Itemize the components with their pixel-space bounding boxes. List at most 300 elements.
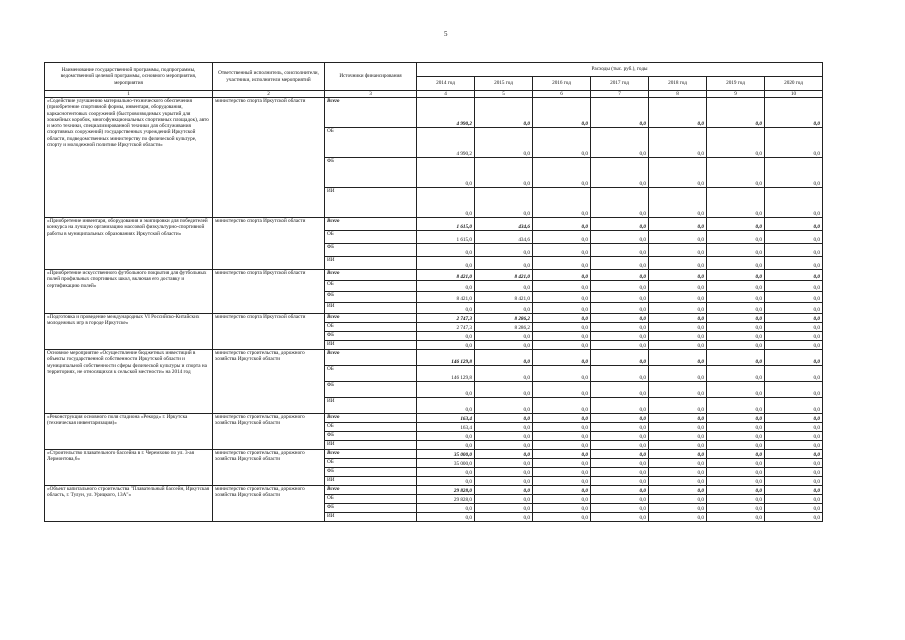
expense-value: 0,0 (591, 257, 649, 270)
expense-value: 0,0 (533, 341, 591, 350)
table-row (45, 486, 823, 495)
expense-value: 0,0 (475, 398, 533, 414)
expense-value: 0,0 (707, 382, 765, 398)
expense-value: 0,0 (475, 303, 533, 314)
expense-value: 0,0 (765, 423, 823, 432)
header-year: 2014 год (417, 77, 475, 91)
expense-value: 146 129,8 (417, 366, 475, 382)
expense-value: 0,0 (591, 303, 649, 314)
expense-value: 0,0 (707, 341, 765, 350)
expense-value: 0,0 (591, 218, 649, 231)
expense-value: 0,0 (591, 231, 649, 244)
funding-source: ФБ (325, 292, 417, 303)
expense-value: 0,0 (591, 477, 649, 486)
expense-value: 1 615,0 (417, 231, 475, 244)
table-row (45, 350, 823, 366)
expense-value: 0,0 (417, 441, 475, 450)
expense-value: 163,4 (417, 414, 475, 423)
expense-value: 0,0 (417, 432, 475, 441)
expense-value: 0,0 (765, 350, 823, 366)
expense-value: 0,0 (707, 332, 765, 341)
expense-value: 0,0 (765, 244, 823, 257)
expense-value: 0,0 (533, 98, 591, 128)
funding-source: ОБ (325, 459, 417, 468)
expense-value: 0,0 (649, 231, 707, 244)
expense-value: 0,0 (707, 432, 765, 441)
funding-source: ОБ (325, 128, 417, 158)
expense-value: 0,0 (649, 504, 707, 513)
expense-value: 0,0 (707, 450, 765, 459)
expense-value: 0,0 (707, 292, 765, 303)
expense-value: 0,0 (417, 257, 475, 270)
expense-value: 0,0 (591, 292, 649, 303)
expense-value: 0,0 (707, 398, 765, 414)
expense-value: 0,0 (707, 495, 765, 504)
expense-value: 0,0 (475, 332, 533, 341)
expense-value: 0,0 (475, 423, 533, 432)
expense-value: 0,0 (591, 366, 649, 382)
column-number: 1 (45, 91, 213, 98)
funding-source: ФБ (325, 382, 417, 398)
expense-value: 0,0 (765, 382, 823, 398)
expense-value: 8 421,0 (475, 270, 533, 281)
column-number: 8 (649, 91, 707, 98)
header-executor: Ответственный исполнитель, соисполнители, участники, исполнители мероприятий (213, 63, 325, 91)
expense-value: 0,0 (591, 495, 649, 504)
expense-value: 0,0 (591, 323, 649, 332)
measure-name: «Строительство плавательного бассейна в г. Черемхово по ул. 3-ая Лермонтова,6» (45, 450, 213, 486)
expense-value: 0,0 (533, 382, 591, 398)
expense-value: 0,0 (649, 459, 707, 468)
expense-value: 0,0 (649, 341, 707, 350)
expense-value: 0,0 (591, 486, 649, 495)
expense-value: 0,0 (649, 332, 707, 341)
expense-value: 0,0 (417, 468, 475, 477)
expense-value: 0,0 (649, 158, 707, 188)
expense-value: 0,0 (649, 257, 707, 270)
measure-executor: министерство строительства, дорожного хозяйства Иркутской области (213, 486, 325, 522)
measure-executor: министерство строительства, дорожного хозяйства Иркутской области (213, 450, 325, 486)
expense-value: 0,0 (417, 504, 475, 513)
expense-value: 0,0 (707, 414, 765, 423)
expense-value: 0,0 (649, 382, 707, 398)
expense-value: 0,0 (591, 332, 649, 341)
table-body (45, 98, 823, 522)
expense-value: 0,0 (417, 477, 475, 486)
header-year: 2015 год (475, 77, 533, 91)
expense-value: 35 000,0 (417, 459, 475, 468)
expense-value: 0,0 (707, 314, 765, 323)
funding-source: ИИ (325, 441, 417, 450)
expense-value: 0,0 (591, 513, 649, 522)
expense-value: 0,0 (417, 158, 475, 188)
expense-value: 0,0 (475, 158, 533, 188)
expense-value: 0,0 (417, 382, 475, 398)
expense-value: 0,0 (765, 314, 823, 323)
expense-value: 0,0 (591, 128, 649, 158)
expense-value: 0,0 (533, 303, 591, 314)
measure-name: «Реконструкция основного поля стадиона «Рекорд» г. Иркутска (техническая инвентаризация)» (45, 414, 213, 450)
expense-value: 434,6 (475, 231, 533, 244)
funding-source: ОБ (325, 366, 417, 382)
expense-value: 0,0 (591, 504, 649, 513)
expense-value: 0,0 (533, 323, 591, 332)
expense-value: 0,0 (765, 504, 823, 513)
header-year: 2017 год (591, 77, 649, 91)
expense-value: 0,0 (707, 303, 765, 314)
expense-value: 0,0 (765, 432, 823, 441)
expense-value: 0,0 (649, 450, 707, 459)
expense-value: 0,0 (707, 257, 765, 270)
funding-source: ИИ (325, 341, 417, 350)
funding-source: ИИ (325, 303, 417, 314)
column-number: 7 (591, 91, 649, 98)
expense-value: 0,0 (765, 158, 823, 188)
expense-value: 0,0 (591, 423, 649, 432)
expense-value: 0,0 (649, 414, 707, 423)
expense-value: 0,0 (475, 257, 533, 270)
expense-value: 8 421,0 (475, 292, 533, 303)
measure-name: Основное мероприятие «Осуществление бюджетных инвестиций в объекты государственной собственности Иркутской области и муниципальной собственности сферы физической культуры и спорта на территориях, не относящихся к сельской местности» на 2014 год (45, 350, 213, 414)
expense-value: 0,0 (533, 257, 591, 270)
column-number: 3 (325, 91, 417, 98)
funding-source: Всего (325, 270, 417, 281)
expense-value: 0,0 (533, 244, 591, 257)
funding-source: ИИ (325, 398, 417, 414)
expense-value: 0,0 (533, 188, 591, 218)
funding-source: ИИ (325, 477, 417, 486)
expense-value: 0,0 (591, 188, 649, 218)
funding-source: Всего (325, 218, 417, 231)
expense-value: 0,0 (475, 382, 533, 398)
funding-source: ФБ (325, 432, 417, 441)
expense-value: 0,0 (533, 281, 591, 292)
expense-value: 0,0 (417, 281, 475, 292)
expense-value: 0,0 (707, 270, 765, 281)
measure-executor: министерство спорта Иркутской области (213, 314, 325, 350)
expense-value: 0,0 (765, 398, 823, 414)
table-row (45, 314, 823, 323)
expense-value: 0,0 (649, 244, 707, 257)
expense-value: 0,0 (649, 270, 707, 281)
expense-value: 0,0 (475, 486, 533, 495)
expense-value: 0,0 (533, 218, 591, 231)
measure-executor: министерство спорта Иркутской области (213, 270, 325, 314)
funding-source: ФБ (325, 504, 417, 513)
expense-value: 0,0 (765, 303, 823, 314)
funding-source: ОБ (325, 323, 417, 332)
funding-source: Всего (325, 450, 417, 459)
expense-value: 0,0 (649, 292, 707, 303)
expense-value: 0,0 (533, 350, 591, 366)
expense-value: 0,0 (591, 468, 649, 477)
expense-value: 0,0 (707, 441, 765, 450)
expense-value: 0,0 (475, 450, 533, 459)
expense-value: 0,0 (765, 366, 823, 382)
expense-value: 8 421,0 (417, 292, 475, 303)
expense-value: 0,0 (765, 441, 823, 450)
expense-value: 0,0 (707, 231, 765, 244)
table-row (45, 450, 823, 459)
table-row (45, 218, 823, 231)
funding-source: ИИ (325, 513, 417, 522)
expense-value: 0,0 (475, 128, 533, 158)
header-year: 2020 год (765, 77, 823, 91)
expense-value: 2 747,3 (417, 323, 475, 332)
expense-value: 0,0 (533, 366, 591, 382)
expense-value: 0,0 (765, 450, 823, 459)
expense-value: 0,0 (591, 281, 649, 292)
expense-value: 0,0 (533, 468, 591, 477)
expense-value: 0,0 (533, 314, 591, 323)
expense-value: 29 828,0 (417, 486, 475, 495)
expense-value: 0,0 (475, 341, 533, 350)
header-sources: Источники финансирования (325, 63, 417, 91)
expense-value: 0,0 (649, 128, 707, 158)
funding-source: ОБ (325, 281, 417, 292)
expense-value: 0,0 (417, 188, 475, 218)
expense-value: 2 747,3 (417, 314, 475, 323)
expense-value: 0,0 (475, 459, 533, 468)
expense-value: 0,0 (649, 281, 707, 292)
expense-value: 0,0 (707, 188, 765, 218)
funding-source: ИИ (325, 188, 417, 218)
expense-value: 0,0 (533, 486, 591, 495)
expense-value: 0,0 (475, 281, 533, 292)
expense-value: 0,0 (707, 350, 765, 366)
expense-value: 0,0 (533, 513, 591, 522)
expense-value: 146 129,8 (417, 350, 475, 366)
expense-value: 0,0 (591, 244, 649, 257)
expense-value: 0,0 (649, 513, 707, 522)
expense-value: 0,0 (649, 218, 707, 231)
expense-value: 8 421,0 (417, 270, 475, 281)
column-number: 4 (417, 91, 475, 98)
expense-value: 0,0 (591, 341, 649, 350)
expense-value: 0,0 (475, 468, 533, 477)
expense-value: 0,0 (591, 450, 649, 459)
funding-source: Всего (325, 314, 417, 323)
expense-value: 0,0 (417, 398, 475, 414)
expense-value: 0,0 (649, 303, 707, 314)
expense-value: 0,0 (707, 244, 765, 257)
measure-executor: министерство строительства, дорожного хозяйства Иркутской области (213, 414, 325, 450)
expense-value: 163,4 (417, 423, 475, 432)
funding-source: ФБ (325, 244, 417, 257)
page-number: 5 (444, 30, 448, 38)
expense-value: 0,0 (707, 504, 765, 513)
expense-value: 0,0 (765, 459, 823, 468)
table-row (45, 270, 823, 281)
expense-value: 0,0 (533, 504, 591, 513)
funding-source: Всего (325, 486, 417, 495)
expense-value: 0,0 (765, 486, 823, 495)
expense-value: 0,0 (533, 441, 591, 450)
expense-value: 0,0 (707, 486, 765, 495)
expense-value: 0,0 (475, 350, 533, 366)
expense-value: 0,0 (475, 504, 533, 513)
expense-value: 0,0 (533, 270, 591, 281)
measure-executor: министерство спорта Иркутской области (213, 98, 325, 218)
expense-value: 0,0 (475, 244, 533, 257)
expense-value: 0,0 (475, 188, 533, 218)
expense-value: 0,0 (649, 423, 707, 432)
header-year: 2018 год (649, 77, 707, 91)
column-number: 9 (707, 91, 765, 98)
expense-value: 0,0 (649, 98, 707, 128)
expense-value: 0,0 (591, 441, 649, 450)
expense-value: 0,0 (417, 513, 475, 522)
measure-executor: министерство строительства, дорожного хозяйства Иркутской области (213, 350, 325, 414)
expense-value: 0,0 (649, 314, 707, 323)
expense-value: 0,0 (707, 128, 765, 158)
expense-value: 0,0 (765, 98, 823, 128)
measure-name: «Содействие улучшению материально-технического обеспечения (приобретение спортивной формы, инвентаря, оборудования, каркаснотентовых сооружений (быстровозводимых укрытий для хоккейных коробок, многофункциональных спортивных площадок), авто и мото техники, специализированной техники для обслуживания спортивных сооружений) государственных учреждений Иркутской области, подведомственных министерству по физической культуре, спорту и молодежной политике Иркутской области» (45, 98, 213, 218)
expense-value: 0,0 (765, 323, 823, 332)
expense-value: 0,0 (765, 292, 823, 303)
expense-value: 0,0 (765, 218, 823, 231)
expense-value: 0,0 (707, 281, 765, 292)
expense-value: 0,0 (533, 450, 591, 459)
expense-value: 0,0 (475, 366, 533, 382)
expense-value: 0,0 (649, 468, 707, 477)
expense-value: 0,0 (417, 303, 475, 314)
expense-value: 0,0 (533, 292, 591, 303)
expense-value: 8 286,2 (475, 314, 533, 323)
measure-name: «Приобретение искусственного футбольного покрытия для футбольных полей профильных спортивных школ, включая его доставку и сертификацию полей» (45, 270, 213, 314)
expense-value: 0,0 (649, 441, 707, 450)
expense-value: 0,0 (533, 414, 591, 423)
expense-value: 0,0 (533, 495, 591, 504)
expense-value: 0,0 (533, 332, 591, 341)
expense-value: 0,0 (533, 432, 591, 441)
expense-value: 0,0 (591, 270, 649, 281)
expense-value: 0,0 (707, 468, 765, 477)
expense-value: 0,0 (475, 414, 533, 423)
funding-source: ИИ (325, 257, 417, 270)
table-row (45, 98, 823, 128)
expense-value: 0,0 (765, 477, 823, 486)
expense-value: 0,0 (591, 414, 649, 423)
expense-value: 8 286,2 (475, 323, 533, 332)
expense-value: 0,0 (707, 513, 765, 522)
expense-value: 35 000,0 (417, 450, 475, 459)
expense-value: 0,0 (533, 477, 591, 486)
expense-value: 0,0 (707, 218, 765, 231)
expense-value: 0,0 (765, 281, 823, 292)
expense-value: 0,0 (533, 231, 591, 244)
funding-source: ФБ (325, 468, 417, 477)
expense-value: 0,0 (475, 441, 533, 450)
expense-value: 0,0 (649, 188, 707, 218)
expense-value: 0,0 (417, 332, 475, 341)
expense-value: 0,0 (475, 513, 533, 522)
expense-value: 0,0 (765, 341, 823, 350)
funding-source: ФБ (325, 332, 417, 341)
measure-executor: министерство спорта Иркутской области (213, 218, 325, 270)
expense-value: 0,0 (591, 398, 649, 414)
expense-value: 0,0 (649, 432, 707, 441)
expense-value: 0,0 (765, 513, 823, 522)
expense-value: 0,0 (591, 459, 649, 468)
column-number: 6 (533, 91, 591, 98)
column-number: 5 (475, 91, 533, 98)
expense-value: 0,0 (649, 323, 707, 332)
expense-value: 0,0 (475, 477, 533, 486)
funding-source: Всего (325, 350, 417, 366)
measure-name: «Приобретение инвентаря, оборудования и экипировки для победителей конкурса на лучшую организацию массовой физкультурно-спортивной работы в муниципальных образованиях Иркутской области» (45, 218, 213, 270)
funding-source: ФБ (325, 158, 417, 188)
expense-value: 0,0 (765, 231, 823, 244)
expense-value: 4 990,2 (417, 128, 475, 158)
expense-value: 0,0 (591, 158, 649, 188)
funding-source: ОБ (325, 423, 417, 432)
expense-value: 0,0 (707, 366, 765, 382)
header-program: Наименование государственной программы, подпрограммы, ведомственной целевой программы, основного мероприятия, мероприятия (45, 63, 213, 91)
expense-value: 0,0 (765, 270, 823, 281)
expense-value: 0,0 (533, 423, 591, 432)
expense-value: 0,0 (765, 332, 823, 341)
column-number: 2 (213, 91, 325, 98)
funding-source: Всего (325, 98, 417, 128)
expense-value: 0,0 (533, 398, 591, 414)
expense-value: 0,0 (591, 98, 649, 128)
measure-name: «Объект капитального строительства "Плавательный бассейн, Иркутская область, г. Тулун, ул. Урицкого, 13А"» (45, 486, 213, 522)
expense-value: 434,6 (475, 218, 533, 231)
expense-value: 0,0 (533, 128, 591, 158)
expense-value: 4 990,2 (417, 98, 475, 128)
expense-value: 0,0 (707, 423, 765, 432)
expense-value: 0,0 (591, 350, 649, 366)
expense-value: 0,0 (475, 495, 533, 504)
expense-value: 0,0 (765, 495, 823, 504)
expense-value: 0,0 (649, 477, 707, 486)
funding-source: ОБ (325, 495, 417, 504)
expense-value: 0,0 (649, 366, 707, 382)
expense-value: 0,0 (533, 158, 591, 188)
expense-value: 0,0 (707, 459, 765, 468)
header-expenses: Расходы (тыс. руб.), годы (417, 63, 823, 77)
expense-value: 0,0 (765, 414, 823, 423)
budget-table (44, 62, 823, 522)
expense-value: 0,0 (765, 257, 823, 270)
expense-value: 0,0 (765, 128, 823, 158)
funding-source: Всего (325, 414, 417, 423)
expense-value: 0,0 (649, 350, 707, 366)
expense-value: 0,0 (649, 495, 707, 504)
expense-value: 0,0 (591, 432, 649, 441)
expense-value: 0,0 (417, 244, 475, 257)
expense-value: 0,0 (417, 341, 475, 350)
expense-value: 0,0 (649, 486, 707, 495)
header-year: 2019 год (707, 77, 765, 91)
funding-source: ОБ (325, 231, 417, 244)
column-number: 10 (765, 91, 823, 98)
expense-value: 0,0 (765, 468, 823, 477)
expense-value: 0,0 (533, 459, 591, 468)
header-year: 2016 год (533, 77, 591, 91)
expense-value: 0,0 (707, 323, 765, 332)
expense-value: 0,0 (649, 398, 707, 414)
expense-value: 0,0 (707, 158, 765, 188)
expense-value: 1 615,0 (417, 218, 475, 231)
column-number-row (45, 91, 823, 98)
expense-value: 0,0 (475, 432, 533, 441)
expense-value: 0,0 (591, 382, 649, 398)
expense-value: 0,0 (475, 98, 533, 128)
expense-value: 0,0 (765, 188, 823, 218)
measure-name: «Подготовка и проведение международных VI Российско-Китайских молодежных игр в городе Иркутске» (45, 314, 213, 350)
